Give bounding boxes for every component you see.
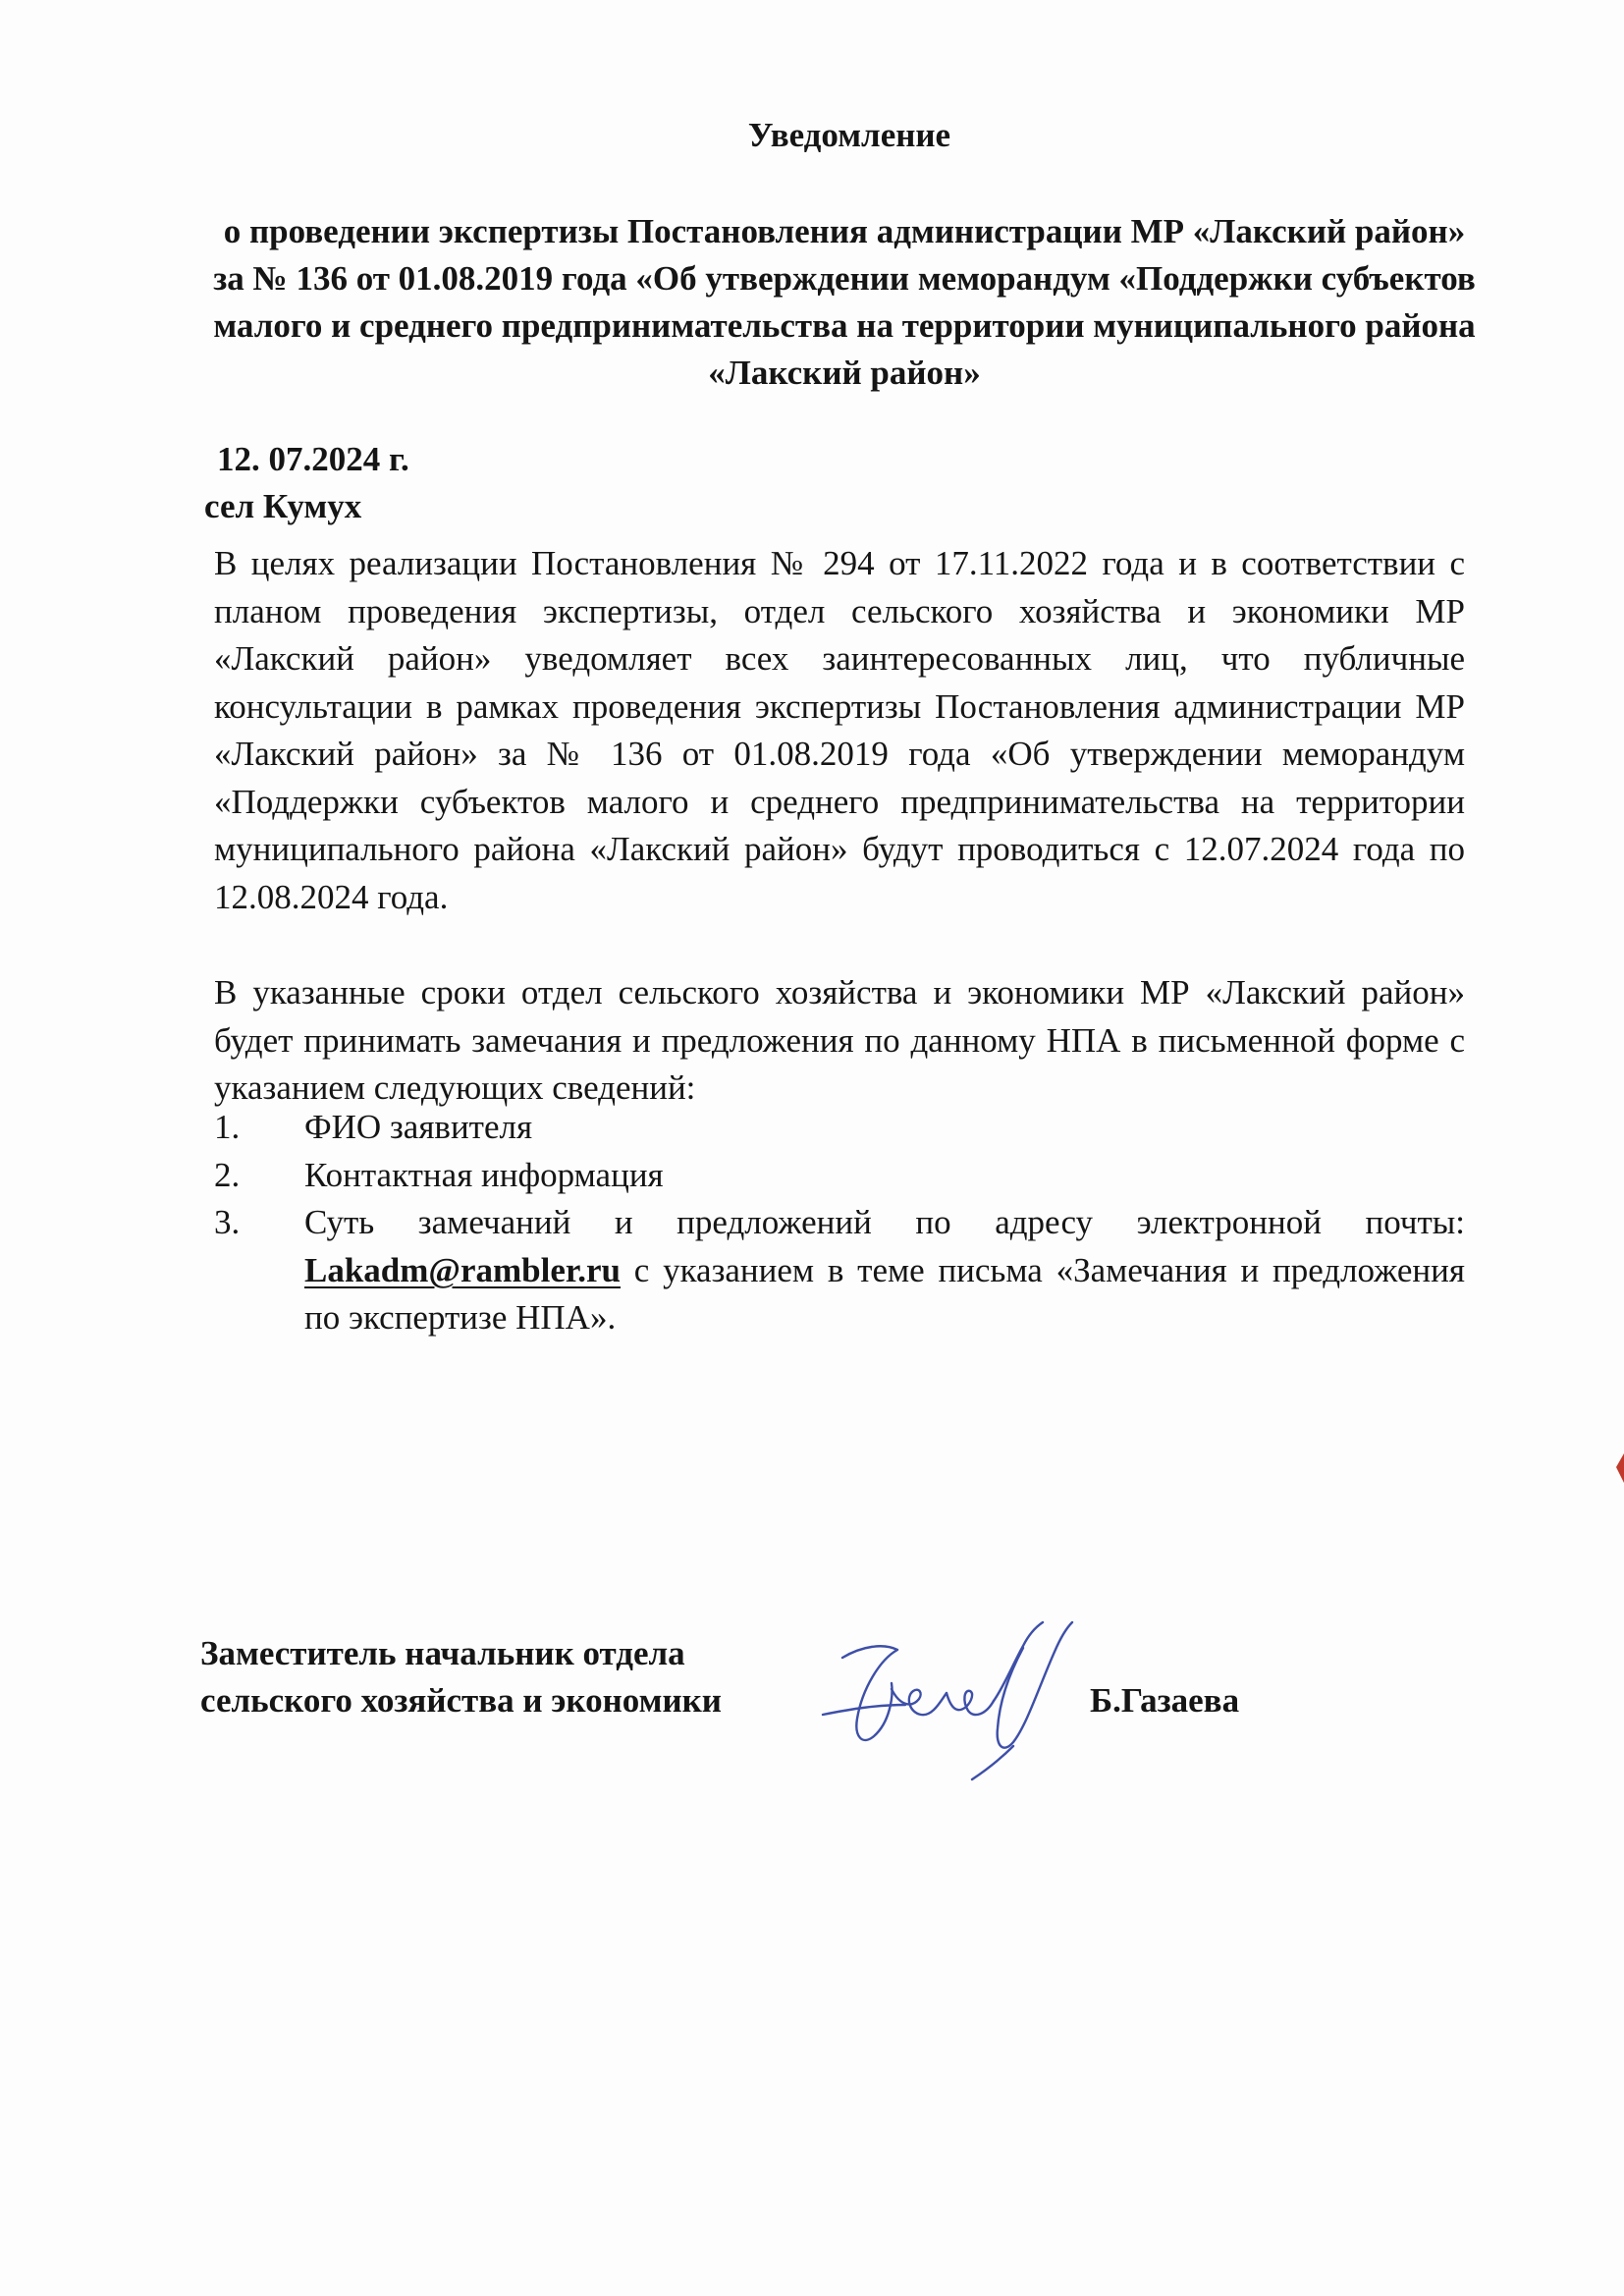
- signatory-position: [200, 1630, 722, 1724]
- edge-mark-icon: [1612, 1453, 1624, 1483]
- paragraph-consultation-notice: В целях реализации Постановления № 294 от 17.11.2022 года и в соответствии с планом проведения экспертизы, отдел сельского хозяйства и экономики МР «Лакский район» уведомляет всех заинтересованных лиц, что публичные консультации в рамках проведения экспертизы Постановления администрации МР «Лакский район» за № 136 от 01.08.2019 года «Об утверждении меморандум «Поддержки субъектов малого и среднего предпринимательства на территории муниципального района «Лакский район» будут проводиться с 12.07.2024 года по 12.08.2024 года.: [214, 544, 1465, 916]
- list-item: [214, 1152, 1465, 1200]
- requirements-list: [214, 1104, 1465, 1342]
- document-date: 12. 07.2024 г.: [217, 440, 409, 478]
- list-item: [214, 1104, 1465, 1152]
- signatory-name: Б.Газаева: [1090, 1681, 1240, 1720]
- list-item: [214, 1199, 1465, 1342]
- signatory-position-line-2: сельского хозяйства и экономики: [200, 1681, 722, 1720]
- list-item-text-before-email: Суть замечаний и предложений по адресу электронной почты:: [304, 1203, 1465, 1241]
- list-item-number: 3.: [214, 1203, 241, 1241]
- list-item-text-after-email: с указанием в теме письма «Замечания и предложения по экспертизе НПА».: [304, 1250, 1465, 1337]
- document-place: сел Кумух: [204, 487, 362, 525]
- list-item-number: 2.: [214, 1155, 241, 1194]
- email-link[interactable]: Lakadm@rambler.ru: [304, 1250, 621, 1289]
- list-item-text: ФИО заявителя: [304, 1108, 533, 1146]
- signatory-position-line-1: Заместитель начальник отдела: [200, 1634, 685, 1672]
- list-item-number: 1.: [214, 1108, 241, 1146]
- list-item-text: Контактная информация: [304, 1155, 664, 1194]
- paragraph-submission-terms: В указанные сроки отдел сельского хозяйства и экономики МР «Лакский район» будет принимать замечания и предложения по данному НПА в письменной форме с указанием следующих сведений:: [214, 973, 1465, 1107]
- document-subject: о проведении экспертизы Постановления администрации МР «Лакский район» за № 136 от 01.08.2019 года «Об утверждении меморандум «Поддержки субъектов малого и среднего предпринимательства на территории муниципального района «Лакский район»: [213, 212, 1476, 392]
- document-title: Уведомление: [747, 116, 951, 154]
- handwritten-signature-icon: [803, 1599, 1098, 1785]
